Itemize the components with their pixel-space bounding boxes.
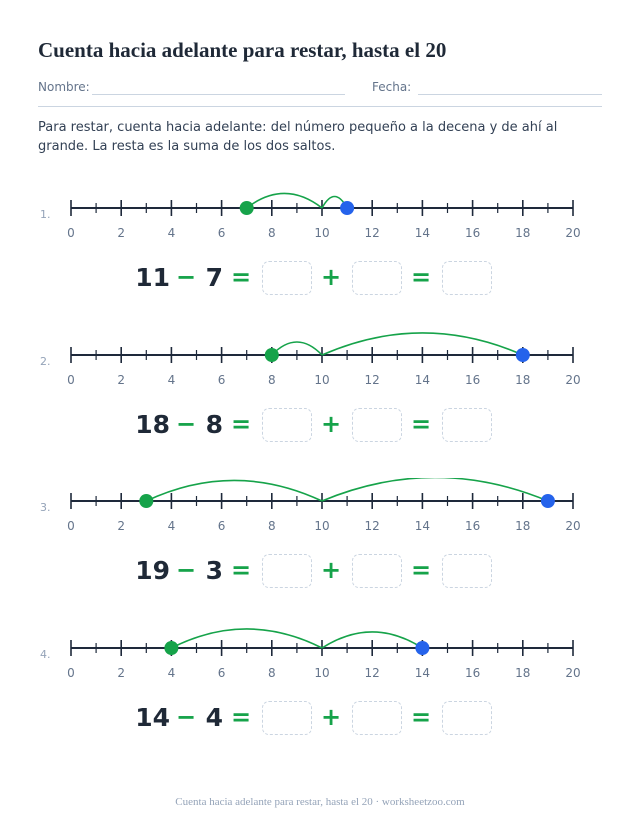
end-point bbox=[541, 494, 555, 508]
minus-sign: − bbox=[176, 263, 197, 291]
result-answer-box[interactable] bbox=[442, 408, 492, 442]
minus-sign: − bbox=[176, 410, 197, 438]
second-jump-answer-box[interactable] bbox=[352, 701, 402, 735]
tick-label: 10 bbox=[314, 226, 330, 240]
minuend: 19 bbox=[135, 556, 170, 585]
problem-number: 4. bbox=[40, 648, 51, 661]
equals-sign: = bbox=[411, 263, 432, 291]
tick-label: 12 bbox=[364, 373, 380, 387]
minus-sign: − bbox=[176, 703, 197, 731]
plus-sign: + bbox=[321, 410, 342, 438]
tick-label: 16 bbox=[464, 519, 481, 533]
tick-label: 4 bbox=[167, 519, 176, 533]
number-line bbox=[0, 478, 640, 548]
equals-sign: = bbox=[231, 410, 252, 438]
subtrahend: 8 bbox=[205, 410, 223, 439]
equals-sign: = bbox=[411, 410, 432, 438]
tick-label: 20 bbox=[565, 519, 581, 533]
jump-arc bbox=[247, 193, 322, 208]
subtrahend: 4 bbox=[205, 703, 223, 732]
second-jump-answer-box[interactable] bbox=[352, 261, 402, 295]
name-field[interactable] bbox=[92, 94, 345, 95]
footer: Cuenta hacia adelante para restar, hasta el 20 · worksheetzoo.com bbox=[175, 796, 465, 808]
start-point bbox=[265, 348, 279, 362]
subtrahend: 7 bbox=[205, 263, 223, 292]
number-line bbox=[0, 185, 640, 255]
number-line bbox=[0, 332, 640, 402]
result-answer-box[interactable] bbox=[442, 701, 492, 735]
tick-label: 16 bbox=[464, 666, 481, 680]
tick-label: 4 bbox=[167, 226, 176, 240]
tick-label: 16 bbox=[464, 226, 481, 240]
plus-sign: + bbox=[321, 703, 342, 731]
plus-sign: + bbox=[321, 556, 342, 584]
problem-4 bbox=[0, 625, 640, 765]
problem-3 bbox=[0, 478, 640, 618]
first-jump-answer-box[interactable] bbox=[262, 701, 312, 735]
tick-label: 6 bbox=[217, 666, 226, 680]
start-point bbox=[240, 201, 254, 215]
first-jump-answer-box[interactable] bbox=[262, 408, 312, 442]
minuend: 14 bbox=[135, 703, 170, 732]
end-point bbox=[516, 348, 530, 362]
subtrahend: 3 bbox=[205, 556, 223, 585]
tick-label: 6 bbox=[217, 226, 226, 240]
equation bbox=[0, 554, 640, 594]
tick-label: 20 bbox=[565, 373, 581, 387]
result-answer-box[interactable] bbox=[442, 261, 492, 295]
tick-label: 12 bbox=[364, 519, 380, 533]
minuend: 18 bbox=[135, 410, 170, 439]
header-divider bbox=[38, 106, 602, 107]
problem-number: 2. bbox=[40, 355, 51, 368]
tick-label: 20 bbox=[565, 666, 581, 680]
tick-label: 0 bbox=[67, 226, 75, 240]
tick-label: 12 bbox=[364, 226, 380, 240]
tick-label: 18 bbox=[515, 666, 531, 680]
equation bbox=[0, 261, 640, 301]
problem-2 bbox=[0, 332, 640, 472]
equals-sign: = bbox=[411, 556, 432, 584]
tick-label: 0 bbox=[67, 519, 75, 533]
date-field[interactable] bbox=[418, 94, 602, 95]
tick-label: 2 bbox=[117, 226, 126, 240]
equation bbox=[0, 408, 640, 448]
equals-sign: = bbox=[411, 703, 432, 731]
end-point bbox=[415, 641, 429, 655]
instructions: Para restar, cuenta hacia adelante: del número pequeño a la decena y de ahí al grande. La resta es la suma de los dos saltos. bbox=[38, 120, 558, 154]
tick-label: 2 bbox=[117, 519, 126, 533]
name-label: Nombre: bbox=[38, 80, 90, 94]
tick-label: 10 bbox=[314, 666, 330, 680]
tick-label: 10 bbox=[314, 519, 330, 533]
first-jump-answer-box[interactable] bbox=[262, 261, 312, 295]
result-answer-box[interactable] bbox=[442, 554, 492, 588]
tick-label: 0 bbox=[67, 373, 75, 387]
end-point bbox=[340, 201, 354, 215]
tick-label: 4 bbox=[167, 373, 176, 387]
date-label: Fecha: bbox=[372, 80, 412, 94]
second-jump-answer-box[interactable] bbox=[352, 408, 402, 442]
tick-label: 18 bbox=[515, 519, 531, 533]
plus-sign: + bbox=[321, 263, 342, 291]
tick-label: 6 bbox=[217, 373, 226, 387]
tick-label: 14 bbox=[414, 519, 431, 533]
tick-label: 14 bbox=[414, 226, 431, 240]
problem-number: 1. bbox=[40, 208, 51, 221]
tick-label: 18 bbox=[515, 226, 531, 240]
start-point bbox=[164, 641, 178, 655]
first-jump-answer-box[interactable] bbox=[262, 554, 312, 588]
tick-label: 14 bbox=[414, 373, 431, 387]
tick-label: 8 bbox=[267, 666, 276, 680]
worksheet-title: Cuenta hacia adelante para restar, hasta el 20 bbox=[38, 38, 447, 62]
minus-sign: − bbox=[176, 556, 197, 584]
tick-label: 16 bbox=[464, 373, 481, 387]
tick-label: 8 bbox=[267, 226, 276, 240]
tick-label: 20 bbox=[565, 226, 581, 240]
tick-label: 4 bbox=[167, 666, 176, 680]
equals-sign: = bbox=[231, 556, 252, 584]
tick-label: 8 bbox=[267, 373, 276, 387]
equation bbox=[0, 701, 640, 741]
start-point bbox=[139, 494, 153, 508]
tick-label: 2 bbox=[117, 373, 126, 387]
tick-label: 18 bbox=[515, 373, 531, 387]
second-jump-answer-box[interactable] bbox=[352, 554, 402, 588]
tick-label: 6 bbox=[217, 519, 226, 533]
jump-arc bbox=[146, 480, 322, 501]
problem-1 bbox=[0, 185, 640, 325]
tick-label: 8 bbox=[267, 519, 276, 533]
equals-sign: = bbox=[231, 703, 252, 731]
minuend: 11 bbox=[135, 263, 170, 292]
tick-label: 14 bbox=[414, 666, 431, 680]
tick-label: 2 bbox=[117, 666, 126, 680]
tick-label: 0 bbox=[67, 666, 75, 680]
tick-label: 12 bbox=[364, 666, 380, 680]
jump-arc bbox=[322, 478, 548, 501]
number-line bbox=[0, 625, 640, 695]
problem-number: 3. bbox=[40, 501, 51, 514]
tick-label: 10 bbox=[314, 373, 330, 387]
equals-sign: = bbox=[231, 263, 252, 291]
